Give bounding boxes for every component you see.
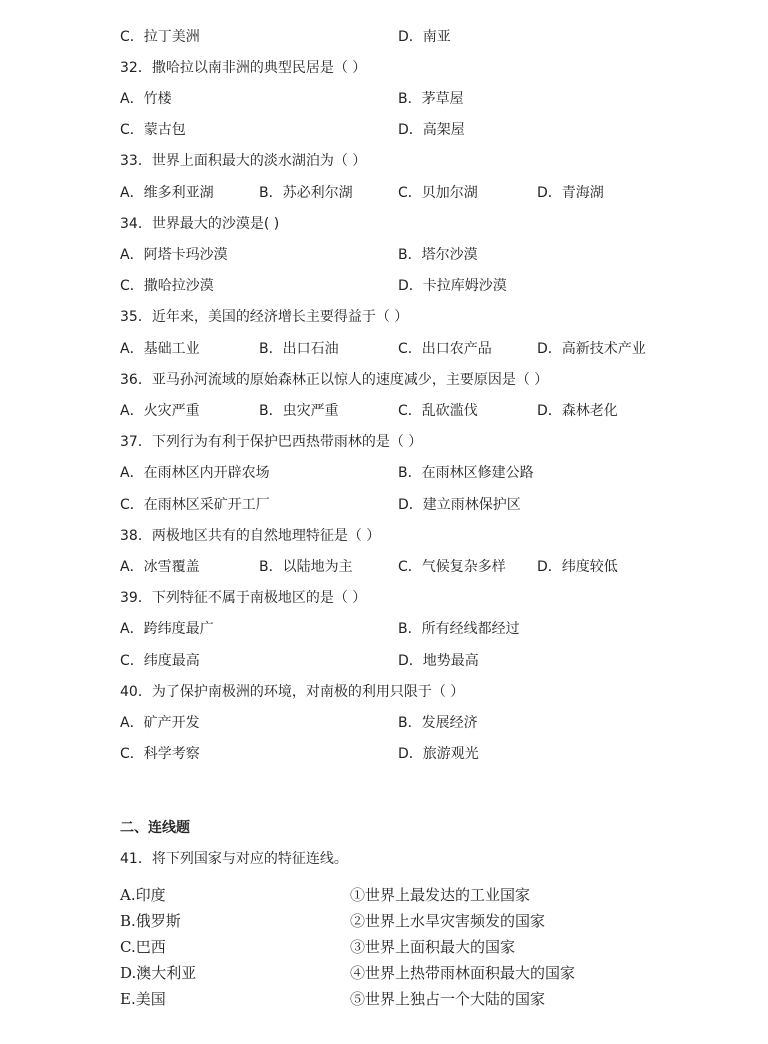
match-left-d: D.澳大利亚 <box>120 964 197 982</box>
question-stem: 39．下列特征不属于南极地区的是（ ） <box>120 590 367 606</box>
answer-option: A．冰雪覆盖 <box>120 559 200 575</box>
question-stem: 32．撒哈拉以南非洲的典型民居是（ ） <box>120 60 367 76</box>
answer-option: A．矿产开发 <box>120 715 200 731</box>
answer-option: D．建立雨林保护区 <box>398 497 521 513</box>
match-left-a: A.印度 <box>120 886 166 904</box>
answer-option: A．维多利亚湖 <box>120 185 214 201</box>
answer-option: A．竹楼 <box>120 91 172 107</box>
answer-option: A．火灾严重 <box>120 403 200 419</box>
answer-option: B．以陆地为主 <box>259 559 353 575</box>
answer-option: B．塔尔沙漠 <box>398 247 478 263</box>
answer-option: D．高新技术产业 <box>537 341 646 357</box>
answer-option: C．纬度最高 <box>120 653 200 669</box>
answer-option: C．贝加尔湖 <box>398 185 478 201</box>
answer-option: B．出口石油 <box>259 341 339 357</box>
answer-option: D．旅游观光 <box>398 746 479 762</box>
answer-option: D．纬度较低 <box>537 559 618 575</box>
match-right-3: ③世界上面积最大的国家 <box>350 938 516 956</box>
answer-option: B．所有经线都经过 <box>398 621 520 637</box>
answer-option: C．科学考察 <box>120 746 200 762</box>
answer-option: B．苏必利尔湖 <box>259 185 353 201</box>
answer-option: C．拉丁美洲 <box>120 29 200 45</box>
answer-option: A．跨纬度最广 <box>120 621 214 637</box>
answer-option: B．发展经济 <box>398 715 478 731</box>
question-41: 41．将下列国家与对应的特征连线。 <box>120 851 348 867</box>
question-stem: 33．世界上面积最大的淡水湖泊为（ ） <box>120 153 367 169</box>
answer-option: A．基础工业 <box>120 341 200 357</box>
question-stem: 34．世界最大的沙漠是( ) <box>120 216 280 232</box>
match-left-b: B.俄罗斯 <box>120 912 181 930</box>
answer-option: D．青海湖 <box>537 185 604 201</box>
question-stem: 35．近年来，美国的经济增长主要得益于（ ） <box>120 309 409 325</box>
match-right-1: ①世界上最发达的工业国家 <box>350 886 531 904</box>
question-stem: 38．两极地区共有的自然地理特征是（ ） <box>120 528 381 544</box>
question-stem: 40．为了保护南极洲的环境，对南极的利用只限于（ ） <box>120 684 465 700</box>
answer-option: C．出口农产品 <box>398 341 492 357</box>
answer-option: B．在雨林区修建公路 <box>398 465 534 481</box>
match-left-e: E.美国 <box>120 990 166 1008</box>
answer-option: D．森林老化 <box>537 403 618 419</box>
answer-option: D．卡拉库姆沙漠 <box>398 278 507 294</box>
match-right-5: ⑤世界上独占一个大陆的国家 <box>350 990 546 1008</box>
answer-option: C．蒙古包 <box>120 122 186 138</box>
answer-option: D．高架屋 <box>398 122 465 138</box>
answer-option: D．南亚 <box>398 29 451 45</box>
answer-option: B．茅草屋 <box>398 91 464 107</box>
match-right-4: ④世界上热带雨林面积最大的国家 <box>350 964 576 982</box>
answer-option: C．在雨林区采矿开工厂 <box>120 497 270 513</box>
answer-option: D．地势最高 <box>398 653 479 669</box>
question-stem: 37．下列行为有利于保护巴西热带雨林的是（ ） <box>120 434 423 450</box>
answer-option: C．气候复杂多样 <box>398 559 506 575</box>
match-right-2: ②世界上水旱灾害频发的国家 <box>350 912 546 930</box>
answer-option: B．虫灾严重 <box>259 403 339 419</box>
question-stem: 36．亚马孙河流域的原始森林正以惊人的速度减少，主要原因是（ ） <box>120 372 549 388</box>
answer-option: C．乱砍滥伐 <box>398 403 478 419</box>
answer-option: A．在雨林区内开辟农场 <box>120 465 270 481</box>
match-left-c: C.巴西 <box>120 938 166 956</box>
answer-option: C．撒哈拉沙漠 <box>120 278 214 294</box>
section-title: 二、连线题 <box>120 820 190 836</box>
answer-option: A．阿塔卡玛沙漠 <box>120 247 228 263</box>
